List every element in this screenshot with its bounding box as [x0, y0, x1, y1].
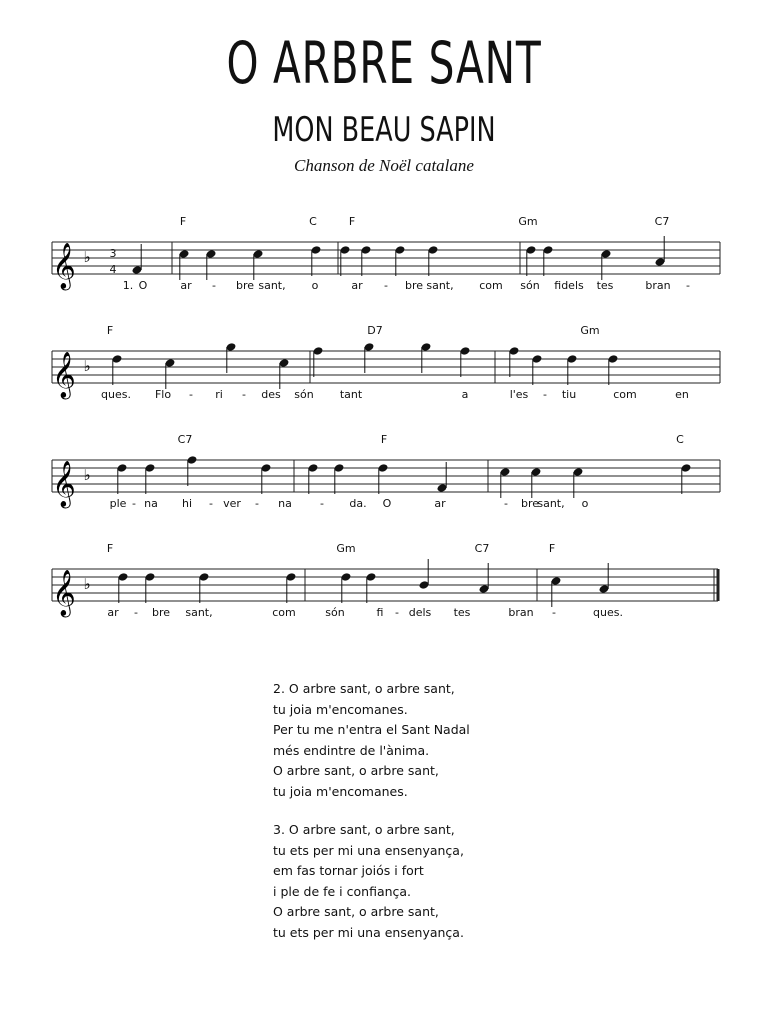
lyric-syllable: tant — [339, 388, 363, 401]
verse-line: tu joia m'encomanes. — [273, 783, 408, 799]
chord-symbol: C7 — [177, 433, 193, 446]
lyric-syllable: - — [209, 497, 213, 510]
lyric-syllable: - — [255, 497, 259, 510]
verse-line: més endintre de l'ànima. — [273, 742, 430, 758]
lyric-syllable: na — [278, 497, 292, 510]
verse-line: 3. O arbre sant, o arbre sant, — [273, 822, 455, 837]
treble-clef-icon: 𝄞 — [52, 570, 76, 616]
lyric-syllable: ques. — [593, 606, 623, 619]
song-origin: Chanson de Noël catalane — [294, 156, 474, 175]
chord-symbol: C7 — [474, 542, 490, 555]
lyric-syllable: - — [320, 497, 324, 510]
chord-symbol: C — [309, 215, 317, 228]
flat-icon: ♭ — [83, 466, 91, 484]
lyric-syllable: sant, — [537, 497, 565, 510]
verse-line: tu ets per mi una ensenyança. — [273, 924, 464, 940]
time-signature-top: 3 — [109, 247, 117, 260]
lyric-syllable: - — [212, 279, 216, 292]
lyric-syllable: o — [311, 279, 319, 292]
verse-line: O arbre sant, o arbre sant, — [273, 763, 439, 778]
chord-symbol: Gm — [336, 542, 356, 555]
treble-clef-icon: 𝄞 — [52, 243, 76, 289]
flat-icon: ♭ — [83, 248, 91, 266]
lyric-syllable: - — [384, 279, 388, 292]
verse-2 — [273, 679, 470, 802]
chord-symbol: C — [676, 433, 684, 446]
lyric-syllable: sant, — [185, 606, 213, 619]
verse-line: Per tu me n'entra el Sant Nadal — [273, 722, 470, 737]
chord-symbol: F — [380, 433, 388, 446]
lyric-syllable: bre — [235, 279, 255, 292]
lyric-syllable: - — [395, 606, 399, 619]
lyric-syllable: 1. — [122, 279, 134, 292]
lyric-syllable: en — [675, 388, 689, 401]
lyric-syllable: són — [520, 279, 540, 292]
lyric-syllable: Flo — [154, 388, 172, 401]
lyric-syllable: bre — [404, 279, 424, 292]
lyric-syllable: - — [189, 388, 193, 401]
lyric-syllable: com — [272, 606, 296, 619]
chord-symbol: F — [548, 542, 556, 555]
chord-symbol: Gm — [518, 215, 538, 228]
chord-symbol: C7 — [654, 215, 670, 228]
chord-symbol: F — [348, 215, 356, 228]
chord-symbol: F — [179, 215, 187, 228]
lyric-syllable: l'es — [509, 388, 529, 401]
lyric-syllable: - — [543, 388, 547, 401]
song-title: O ARBRE SANT — [226, 29, 542, 97]
lyric-syllable: - — [242, 388, 246, 401]
lyric-syllable: ver — [223, 497, 241, 510]
flat-icon: ♭ — [83, 575, 91, 593]
lyric-syllable: com — [613, 388, 637, 401]
verse-line: 2. O arbre sant, o arbre sant, — [273, 681, 455, 696]
lyric-syllable: ques. — [101, 388, 131, 401]
lyric-syllable: tes — [453, 606, 471, 619]
chord-symbol: Gm — [580, 324, 600, 337]
lyric-syllable: ar — [107, 606, 119, 619]
lyric-syllable: na — [144, 497, 158, 510]
lyric-syllable: com — [479, 279, 503, 292]
verse-line: tu joia m'encomanes. — [273, 701, 408, 717]
verse-line: em fas tornar joiós i fort — [273, 863, 424, 878]
lyric-syllable: són — [325, 606, 345, 619]
lyric-syllable: hi — [181, 497, 193, 510]
lyric-syllable: tiu — [561, 388, 577, 401]
lyric-syllable: fi — [376, 606, 384, 619]
lyric-syllable: ri — [215, 388, 223, 401]
chord-symbol: F — [106, 542, 114, 555]
lyric-syllable: ple — [109, 497, 127, 510]
lyric-syllable: són — [294, 388, 314, 401]
flat-icon: ♭ — [83, 357, 91, 375]
lyric-syllable: da. — [349, 497, 367, 510]
chord-symbol: F — [106, 324, 114, 337]
lyric-syllable: - — [686, 279, 690, 292]
treble-clef-icon: 𝄞 — [52, 461, 76, 507]
time-signature-bottom: 4 — [109, 263, 117, 276]
lyric-syllable: bre — [520, 497, 540, 510]
lyric-syllable: sant, — [258, 279, 286, 292]
lyric-syllable: - — [134, 606, 138, 619]
lyric-syllable: - — [552, 606, 556, 619]
verse-line: i ple de fe i confiança. — [273, 883, 412, 899]
chord-symbol: D7 — [367, 324, 383, 337]
lyric-syllable: fidels — [554, 279, 584, 292]
lyric-syllable: bran — [645, 279, 671, 292]
lyric-syllable: - — [504, 497, 508, 510]
verse-line: O arbre sant, o arbre sant, — [273, 904, 439, 919]
lyric-syllable: des — [261, 388, 281, 401]
verse-line: tu ets per mi una ensenyança, — [273, 842, 464, 858]
lyric-syllable: bre — [151, 606, 171, 619]
lyric-syllable: bran — [508, 606, 534, 619]
lyric-syllable: ar — [434, 497, 446, 510]
lyric-syllable: O — [382, 497, 392, 510]
lyric-syllable: - — [132, 497, 136, 510]
lyric-syllable: a — [461, 388, 469, 401]
song-subtitle: MON BEAU SAPIN — [272, 110, 496, 150]
treble-clef-icon: 𝄞 — [52, 352, 76, 398]
lyric-syllable: ar — [180, 279, 192, 292]
lyric-syllable: o — [581, 497, 589, 510]
verse-3 — [273, 820, 464, 943]
lyric-syllable: ar — [351, 279, 363, 292]
lyric-syllable: tes — [596, 279, 614, 292]
lyric-syllable: dels — [408, 606, 432, 619]
lyric-syllable: O — [138, 279, 148, 292]
lyric-syllable: sant, — [426, 279, 454, 292]
